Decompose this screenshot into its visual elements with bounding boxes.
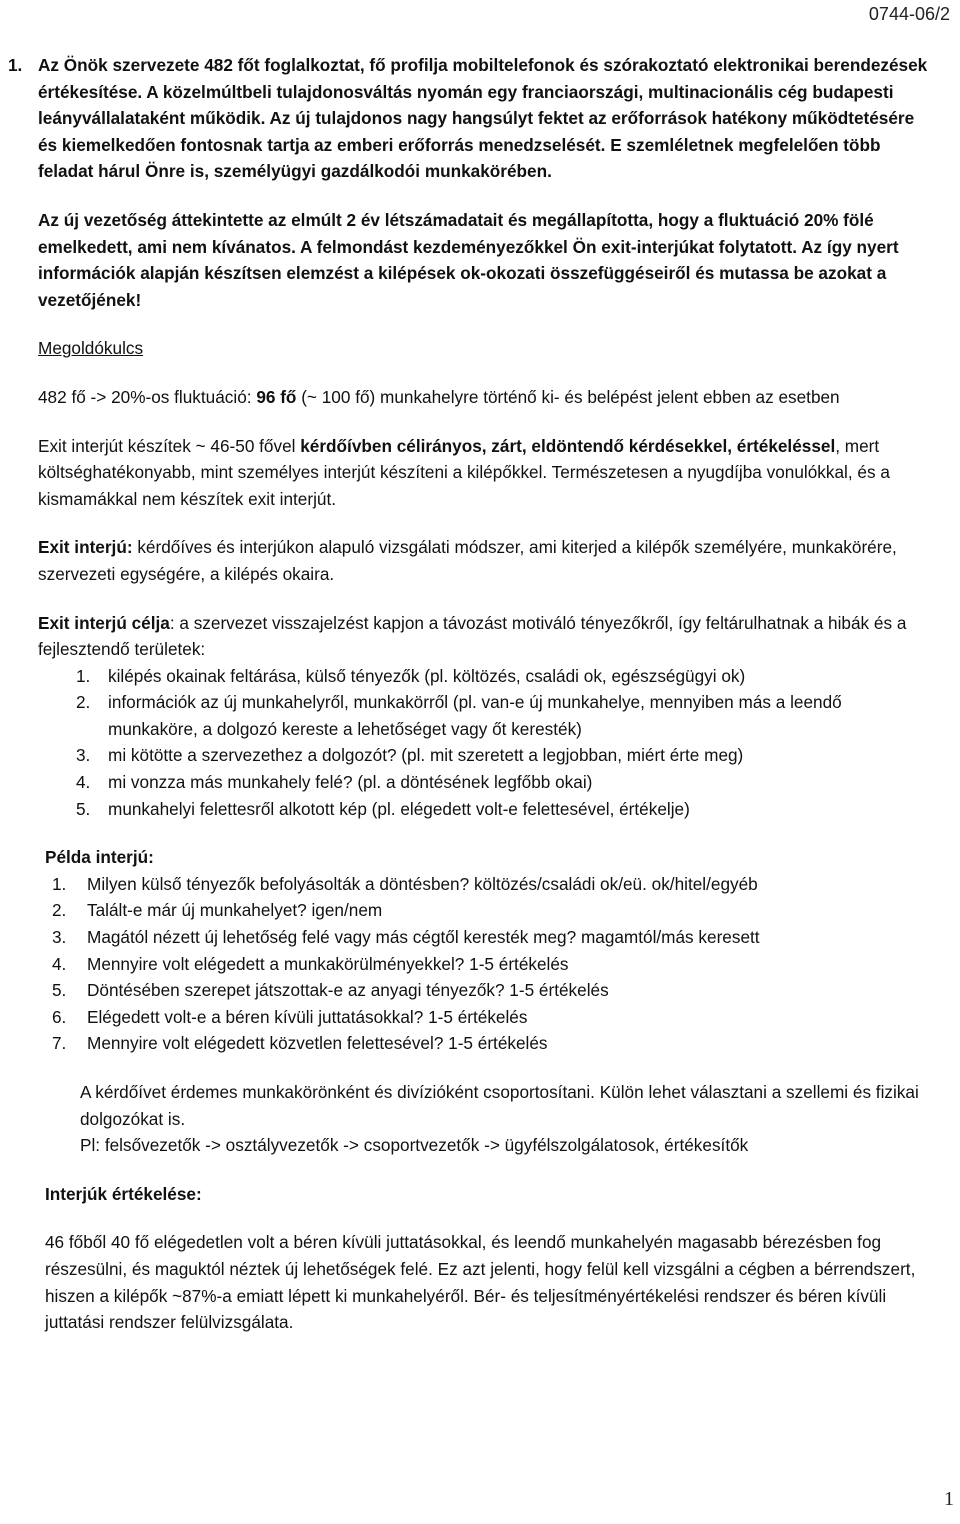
example-notes	[80, 1079, 933, 1159]
calculation-paragraph: 482 fő -> 20%-os fluktuáció: 96 fő (~ 100 fő) munkahelyre történő ki- és belépést jelent ebben az esetben	[38, 386, 840, 407]
task-paragraph-2: Az új vezetőség áttekintette az elmúlt 2 év létszámadatait és megállapította, hogy a fluktuáció 20% fölé emelkedett, ami nem kívánatos. A felmondást kezdeményezőkkel Ön exit-interjúkat folytatott. Az így nyert információk alapján készítsen elemzést a kilépések ok-okozati összefüggéseiről és mutassa be azokat a vezetőjének!	[38, 209, 899, 310]
list-item: 4. mi vonzza más munkahely felé? (pl. a döntésének legfőbb okai)	[76, 772, 593, 793]
task-paragraph-1: Az Önök szervezete 482 főt foglalkoztat, fő profilja mobiltelefonok és szórakoztató elektronikai berendezések értékesítése. A közelmúltbeli tulajdonosváltás nyomán egy franciaországi, multinacionális cég budapesti leányvállalataként működik. Az új tulajdonos nagy hangsúlyt fektet az erőforrások hatékony működtetésére és kiemelkedően fontosnak tartja az emberi erőforrás menedzselését. E szemléletnek megfelelően több feladat hárul Önre is, személyügyi gazdálkodói munkakörében.	[38, 55, 928, 182]
page-number: 1	[944, 1488, 954, 1510]
list-item: 5. Döntésében szerepet játszottak-e az anyagi tényezők? 1-5 értékelés	[52, 980, 609, 1001]
document-content	[8, 52, 933, 1336]
evaluation-heading: Interjúk értékelése:	[45, 1183, 202, 1204]
example-interview	[45, 844, 933, 1159]
exit-intro-paragraph: Exit interjút készítek ~ 46-50 fővel kérdőívben célirányos, zárt, eldöntendő kérdésekkel, értékeléssel, mert költséghatékonyabb, mint személyes interjút készíteni a kilépőkkel. Természetesen a nyugdíjba vonulókkal, és a kismamákkal nem készítek exit interjút.	[38, 435, 890, 509]
example-question-list	[45, 871, 933, 1057]
example-heading: Példa interjú:	[45, 847, 154, 868]
solution-heading: Megoldókulcs	[38, 338, 144, 359]
interview-evaluation	[45, 1181, 933, 1336]
evaluation-paragraph: 46 főből 40 fő elégedetlen volt a béren kívüli juttatásokkal, és leendő munkahelyén magasabb bérezésben fog részesülni, és maguktól néztek új lehetőségek felé. Ez azt jelenti, hogy felül kell vizsgálni a cégben a bérrendszert, hiszen a kilépők ~87%-a emiatt lépett ki munkahelyéről. Bér- és teljesítményértékelési rendszer és béren kívüli juttatási rendszer felülvizsgálata.	[45, 1232, 916, 1333]
list-item: 6. Elégedett volt-e a béren kívüli juttatásokkal? 1-5 értékelés	[52, 1006, 528, 1027]
example-note-2: Pl: felsővezetők -> osztályvezetők -> csoportvezetők -> ügyfélszolgálatosok, értékesítők	[80, 1135, 749, 1156]
goal-paragraph: Exit interjú célja: a szervezet visszajelzést kapjon a távozást motiváló tényezőkről, így feltárulhatnak a hibák és a fejlesztendő területek:	[38, 612, 907, 660]
task-description	[8, 52, 933, 313]
task-number: 1.	[8, 55, 23, 75]
list-item: 3. mi kötötte a szervezethez a dolgozót? (pl. mit szeretett a legjobban, miért érte meg)	[76, 745, 744, 766]
list-item: 3. Magától nézett új lehetőség felé vagy más cégtől keresték meg? magamtól/más keresett	[52, 927, 760, 948]
list-item: 5. munkahelyi felettesről alkotott kép (pl. elégedett volt-e felettesével, értékelje)	[76, 798, 690, 819]
list-item: 1. Milyen külső tényezők befolyásolták a döntésben? költözés/családi ok/eü. ok/hitel/egyéb	[52, 873, 758, 894]
definition-paragraph: Exit interjú: kérdőíves és interjúkon alapuló vizsgálati módszer, ami kiterjed a kilépők személyére, munkakörére, szervezeti egységére, a kilépés okaira.	[38, 537, 897, 584]
document-code: 0744-06/2	[868, 4, 950, 24]
example-note-1: A kérdőívet érdemes munkakörönként és divízióként csoportosítani. Külön lehet választani a szellemi és fizikai dolgozókat is.	[80, 1082, 919, 1129]
list-item: 1. kilépés okainak feltárása, külső tényezők (pl. költözés, családi ok, egészségügyi ok)	[76, 665, 746, 686]
goal-list	[38, 663, 933, 823]
list-item: 2. Talált-e már új munkahelyet? igen/nem	[52, 900, 383, 921]
list-item: 2. információk az új munkahelyről, munkakörről (pl. van-e új munkahelye, mennyiben más a leendő munkaköre, a dolgozó kereste a lehetőséget vagy őt keresték)	[76, 692, 842, 739]
list-item: 4. Mennyire volt elégedett a munkakörülményekkel? 1-5 értékelés	[52, 953, 569, 974]
list-item: 7. Mennyire volt elégedett közvetlen felettesével? 1-5 értékelés	[52, 1033, 548, 1054]
